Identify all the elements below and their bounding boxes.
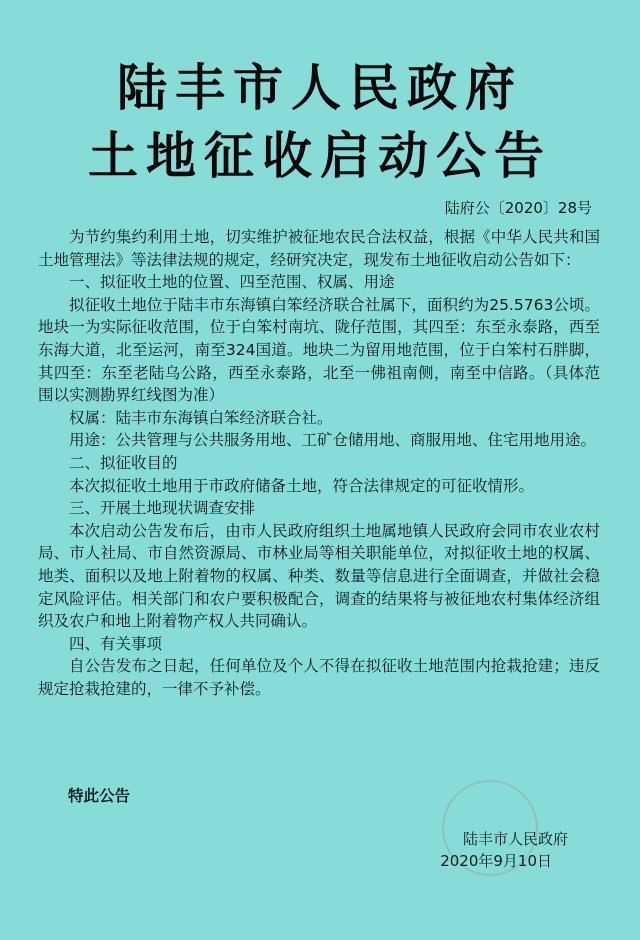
matters-paragraph: 自公告发布之日起，任何单位及个人不得在拟征收土地范围内抢栽抢建；违反规定抢栽抢建的，一律不予补偿。 [38, 657, 600, 698]
survey-paragraph: 本次启动公告发布后，由市人民政府组织土地属地镇人民政府会同市农业农村局、市人社局、市自然资源局、市林业局等相关职能单位，对拟征收土地的权属、地类、面积以及地上附着物的权属、种类、数量等信息进行全面调查，并做社会稳定风险评估。相关部门和农户要积极配合，调查的结果将与被征地农村集体经济组织及农户和地上附着物产权人共同确认。 [38, 521, 600, 631]
ownership-paragraph: 权属：陆丰市东海镇白笨经济联合社。 [69, 408, 333, 427]
purpose-paragraph: 本次拟征收土地用于市政府储备土地，符合法律规定的可征收情形。 [69, 476, 535, 495]
section-heading-3: 三、开展土地现状调查安排 [69, 499, 256, 518]
intro-paragraph: 为节约集约利用土地，切实维护被征地农民合法权益，根据《中华人民共和国土地管理法》等法律法规的规定，经研究决定，现发布土地征收启动公告如下： [38, 228, 600, 269]
document-number: 陆府公〔2020〕28号 [444, 199, 592, 217]
usage-paragraph: 用途：公共管理与公共服务用地、工矿仓储用地、商服用地、住宅用地用途。 [69, 431, 597, 450]
announcement-body [38, 226, 600, 700]
issue-date: 2020年9月10日 [440, 852, 552, 870]
title-announcement: 土地征收启动公告 [88, 126, 552, 185]
location-paragraph: 拟征收土地位于陆丰市东海镇白笨经济联合社属下，面积约为25.5763公顷。地块一为实际征收范围，位于白笨村南坑、陇仔范围，其四至：东至永泰路，西至东海大道，北至运河，南至324国道。地块二为留用地范围，位于白笨村石胖脚，其四至：东至老陆乌公路，西至永泰路，北至一佛祖南侧，南至中信路。（具体范围以实测勘界红线图为准） [38, 295, 600, 405]
issuer-signature: 陆丰市人民政府 [462, 830, 568, 848]
section-heading-2: 二、拟征收目的 [69, 453, 178, 472]
title-issuer: 陆丰市人民政府 [117, 58, 523, 117]
closing-text: 特此公告 [68, 786, 131, 805]
section-heading-4: 四、有关事项 [69, 634, 163, 653]
section-heading-1: 一、拟征收土地的位置、四至范围、权属、用途 [69, 273, 395, 292]
